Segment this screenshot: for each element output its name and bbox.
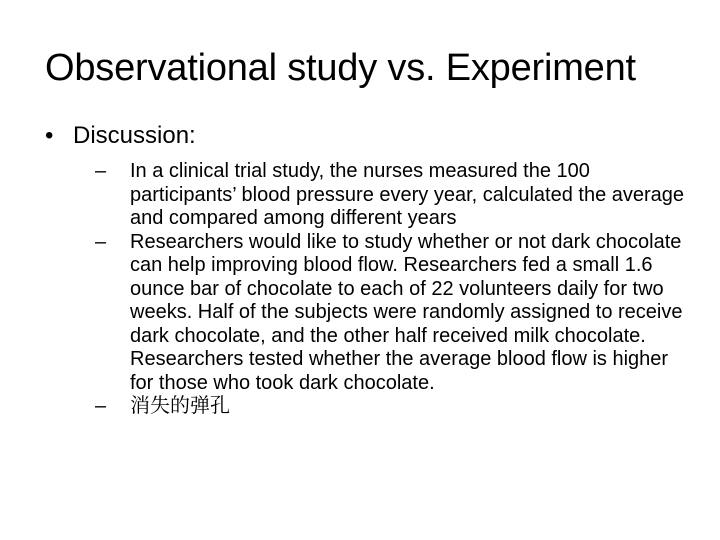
- sub-bullet-item-clinical-trial: [95, 160, 685, 231]
- sub-bullet-list: [45, 160, 685, 419]
- sub-bullet-item-missing-bullet-holes: [95, 395, 685, 419]
- bullet-marker: •: [45, 122, 54, 149]
- dash-marker: –: [95, 230, 107, 253]
- bullet-item-discussion: [45, 120, 685, 152]
- dash-marker: –: [95, 160, 107, 182]
- slide-body: [45, 120, 685, 419]
- sub-bullet-item-dark-chocolate: [95, 231, 685, 396]
- sub-bullet-text: In a clinical trial study, the nurses measured the 100 participants’ blood pressure every year, calculated the average and compared among different years: [130, 160, 685, 229]
- slide-title: Observational study vs. Experiment: [45, 47, 636, 89]
- sub-bullet-text: Researchers would like to study whether or not dark chocolate can help improving blood flow. Researchers fed a small 1.6 ounce bar of chocolate to each of 22 volunteers daily for two weeks. Half of the subjects were randomly assigned to receive dark chocolate, and the other half received milk chocolate. Researchers tested whether the average blood flow is higher for those who took dark chocolate.: [130, 230, 683, 394]
- dash-marker: –: [95, 395, 107, 417]
- bullet-text: Discussion:: [73, 122, 196, 149]
- sub-bullet-text: 消失的弹孔: [130, 395, 230, 417]
